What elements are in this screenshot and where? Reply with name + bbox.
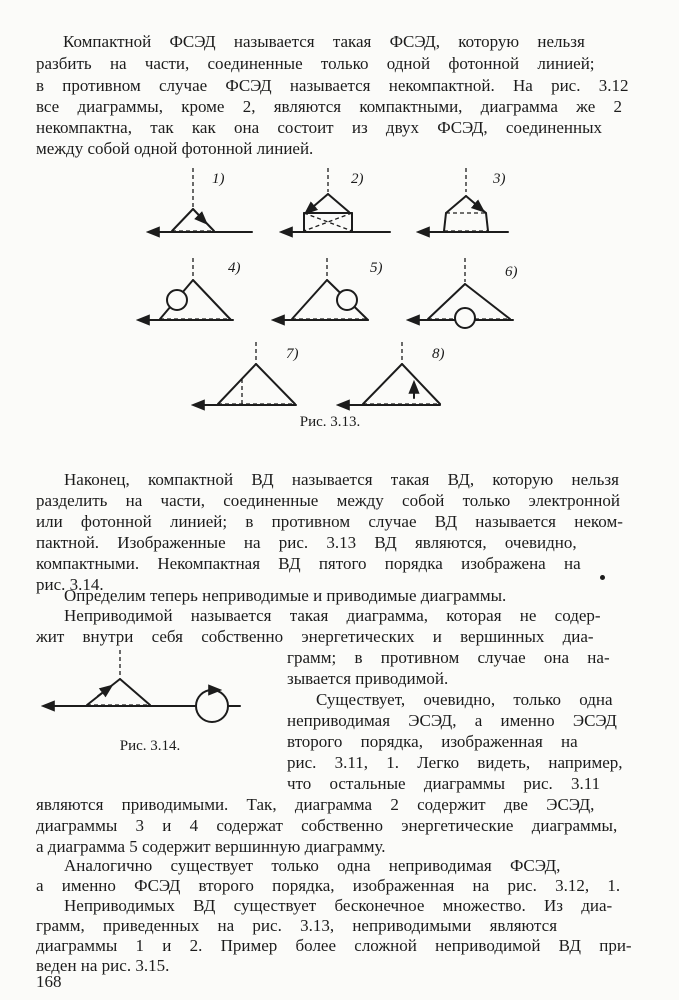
book-page: Компактной ФСЭД называется такая ФСЭД, которую нельзя разбить на части, соединенные только одной фотонной линией; в противном случае ФСЭД называется некомпактной. На рис. 3.12 все диаграммы, кроме 2, являются компактными, диаграмма же 2 некомпактна, так как она состоит из двух ФСЭД, соединенных между собой одной фотонной линией. 1) 2) 3) 4) 5) 6) 7) 8) Рис. 3.13. Наконец, компактной ВД называется такая ВД, которую нельзя разделить на части, соединенные между собой только электронной или фотонной линией; в противном случае ВД называется неком- пактной. Изображенные на рис. 3.13 ВД являются, очевидно, компактными. Некомпактная ВД пятого порядка изображена на рис. 3.14. Определим теперь неприводимые и приводимые диаграммы. Неприводимой называется такая диаграмма, которая не содер- жит внутри себя собственно энергетических и вершинных диа- Рис. 3.14. грамм; в противном случае она на- зывается приводимой. Существует, очевидно, только одна неприводимая ЭСЭД, а именно ЭСЭД второго порядка, изображенная на рис. 3.11, 1. Легко видеть, например, что остальные диаграммы рис. 3.11 являются приводимыми. Так, диаграмма 2 содержит две ЭСЭД, диаграммы 3 и 4 содержат собственно энергетические диаграммы, а диаграмма 5 содержит вершинную диаграмму. Аналогично существует только одна неприводимая ФСЭД, а именно ФСЭД второго порядка, изображенная на рис. 3.12, 1. Неприводимых ВД существует бесконечное множество. Из диа- грамм, приведенных на рис. 3.13, неприводимыми являются диаграммы 1 и 2. Пример более сложной неприводимой ВД при- веден на рис. 3.15. 168 [0, 0, 679, 1000]
diagram-label: 8) [432, 346, 445, 362]
figure-caption: Рис. 3.14. [119, 738, 181, 754]
page-number: 168 [36, 972, 62, 991]
diagram-label: 5) [370, 260, 383, 276]
diagram-label: 1) [212, 171, 225, 187]
figure-caption: Рис. 3.13. [299, 414, 361, 430]
diagram-label: 2) [351, 171, 364, 187]
diagram-label: 6) [505, 264, 518, 280]
diagram-label: 4) [228, 260, 241, 276]
diagram-label: 3) [493, 171, 506, 187]
diagram-label: 7) [286, 346, 299, 362]
